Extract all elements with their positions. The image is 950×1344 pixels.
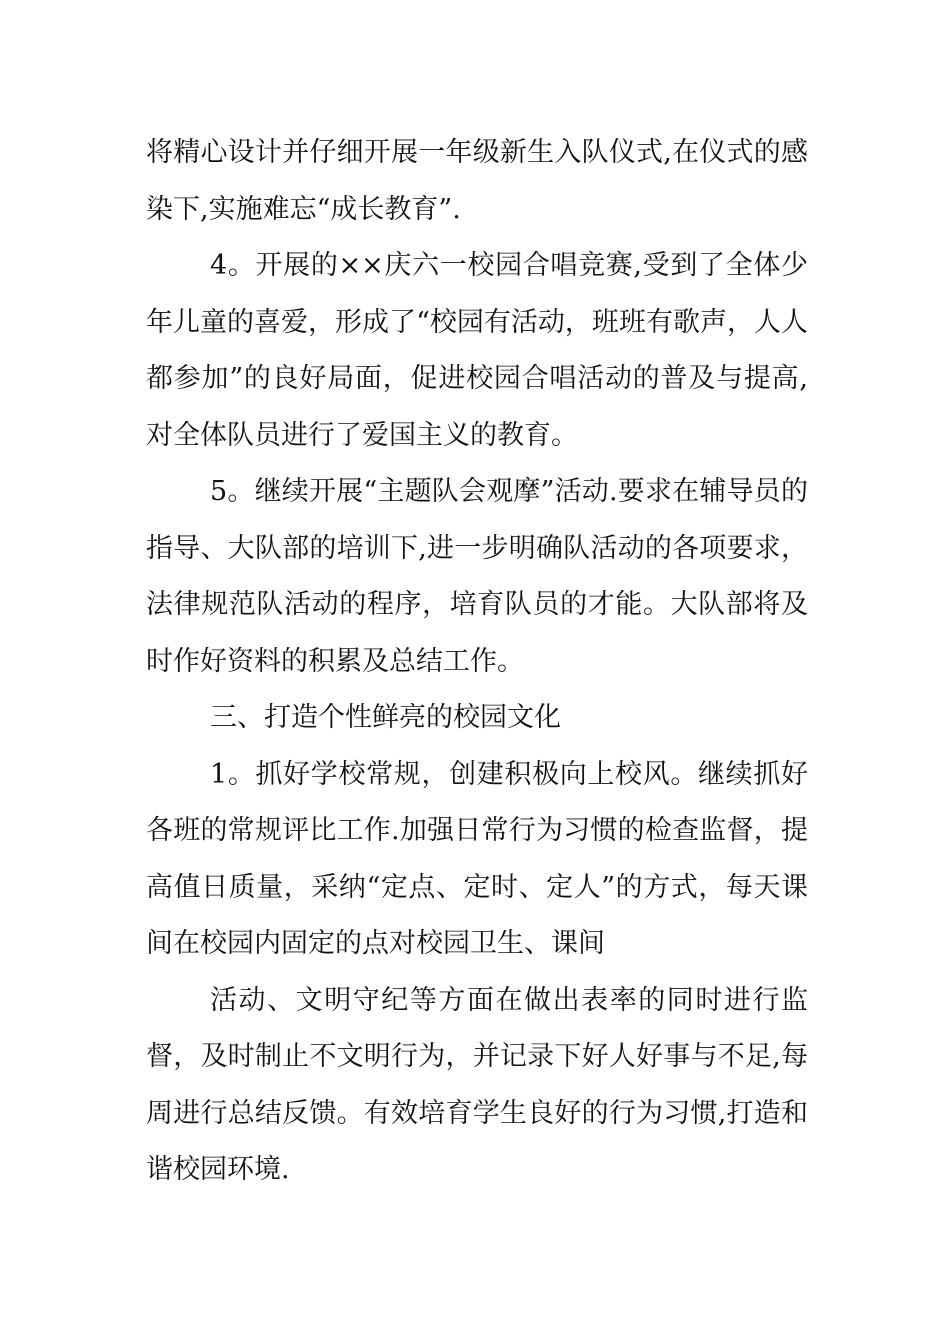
section-heading-3: 三、打造个性鲜亮的校园文化 xyxy=(210,702,561,733)
paragraph-item-4: 4。开展的××庆六一校园合唱竞赛,受到了全体少年儿童的喜爱，形成了“校园有活动，班班有歌声，人人都参加”的良好局面，促进校园合唱活动的普及与提高,对全体队员进行了爱国主义的教育。 xyxy=(146,250,808,451)
document-body xyxy=(146,125,808,1199)
paragraph-item-1: 1。抓好学校常规，创建积极向上校风。继续抓好各班的常规评比工作.加强日常行为习惯的检查监督，提高值日质量，采纳“定点、定时、定人”的方式，每天课间在校园内固定的点对校园卫生、课间 xyxy=(146,758,808,959)
paragraph-item-5: 5。继续开展“主题队会观摩”活动.要求在辅导员的指导、大队部的培训下,进一步明确队活动的各项要求，法律规范队活动的程序，培育队员的才能。大队部将及时作好资料的积累及总结工作。 xyxy=(146,476,808,677)
paragraph-continued: 将精心设计并仔细开展一年级新生入队仪式,在仪式的感染下,实施难忘“成长教育”. xyxy=(146,137,808,225)
paragraph-continuation: 活动、文明守纪等方面在做出表率的同时进行监督，及时制止不文明行为，并记录下好人好事与不足,每周进行总结反馈。有效培育学生良好的行为习惯,打造和谐校园环境. xyxy=(146,984,808,1185)
